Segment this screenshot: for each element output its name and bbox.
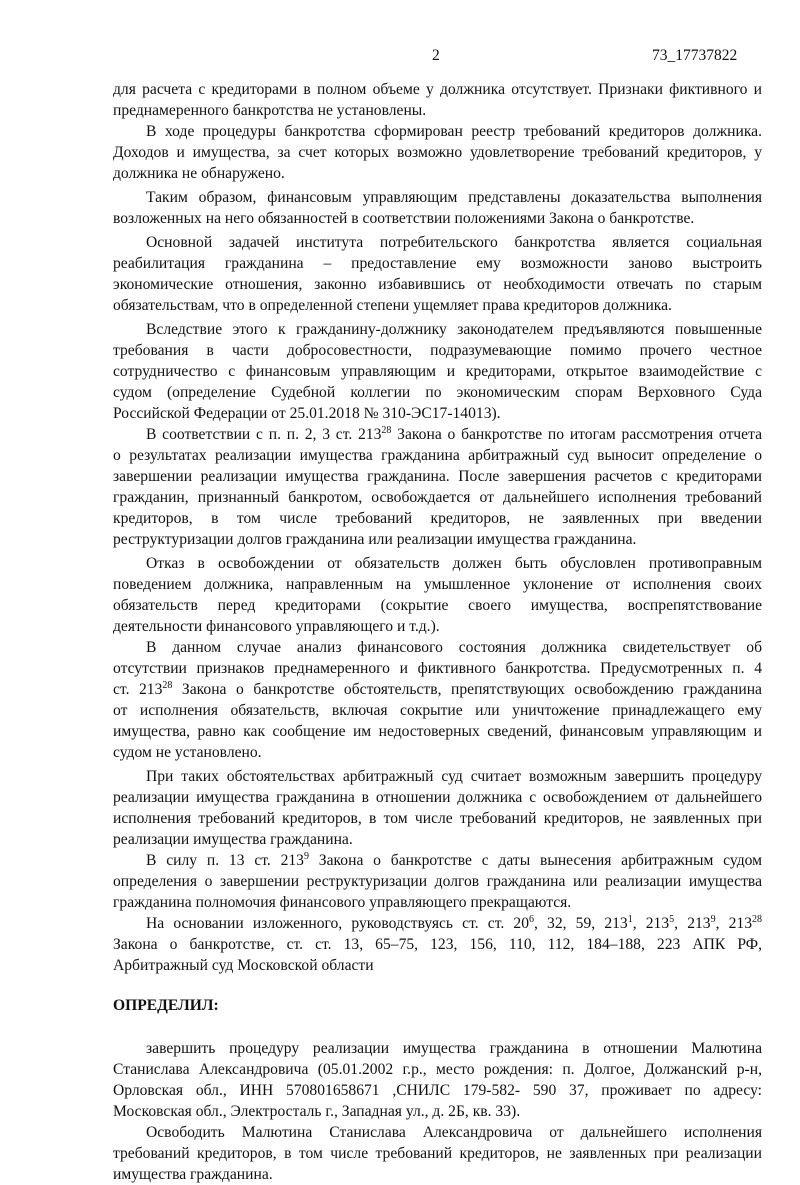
page-header xyxy=(0,45,800,67)
paragraph-1: для расчета с кредиторами в полном объеме у должника отсутствует. Признаки фиктивного и преднамеренного банкротства не установлены. xyxy=(113,81,762,119)
paragraph-2: В ходе процедуры банкротства сформирован реестр требований кредиторов должника. Доходов и имущества, за счет которых возможно удовлетворение требований кредиторов, у должника не обнаружено. xyxy=(113,123,762,182)
paragraph-10: В силу п. 13 ст. $213^9$ Закона о банкротстве с даты вынесения арбитражным судом определения о завершении реструктуризации долгов гражданина или реализации имущества гражданина полномочия финансового управляющего прекращаются. xyxy=(113,851,762,911)
ruling-heading: ОПРЕДЕЛИЛ: xyxy=(113,997,219,1014)
paragraph-13: Освободить Малютина Станислава Александровича от дальнейшего исполнения требований кредиторов, в том числе требований кредиторов, не заявленных при реализации имущества гражданина. xyxy=(113,1124,762,1183)
footnote-sup: 28 xyxy=(162,680,173,691)
paragraph-5: Вследствие этого к гражданину-должнику законодателем предъявляются повышенные требования в части добросовестности, подразумевающие помимо прочего честное сотрудничество с финансовым управляющим и кредиторами, открытое взаимодействие с судом (определение Судебной коллегии по экономическим спорам Верховного Суда Российской Федерации от 25.01.2018 № 310-ЭС17-14013). xyxy=(113,321,762,422)
paragraph-8-line-3: ст. $213^{28}$ Закона о банкротстве обстоятельств, препятствующих освобождению гражданина xyxy=(113,680,762,698)
paragraph-11-line-1: На основании изложенного, руководствуясь ст. ст. $20^6$, 32, 59, $213^1$, $213^5$, $213^9$, $213^{28}$ xyxy=(146,914,763,932)
paragraph-10-line-1: В силу п. 13 ст. $213^9$ Закона о банкротстве с даты вынесения арбитражным судом xyxy=(146,851,762,869)
paragraph-6: В соответствии с п. п. 2, 3 ст. $213^{28}$ Закона о банкротстве по итогам рассмотрения отчета о результатах реализации имущества гражданина арбитражный суд выносит определение о завершении реализации имущества гражданина. После завершения расчетов с кредиторами гражданин, признанный банкротом, освобождается от дальнейшего исполнения требований кредиторов, в том числе требований кредиторов, не заявленных при введении реструктуризации долгов гражданина или реализации имущества гражданина. xyxy=(113,425,763,548)
paragraph-9: При таких обстоятельствах арбитражный суд считает возможным завершить процедуру реализации имущества гражданина в отношении должника с освобождением от дальнейшего исполнения требований кредиторов, в том числе требований кредиторов, не заявленных при реализации имущества гражданина. xyxy=(113,768,762,848)
paragraph-7: Отказ в освобождении от обязательств должен быть обусловлен противоправным поведением должника, направленным на умышленное уклонение от исполнения своих обязательств перед кредиторами (сокрытие своего имущества, воспрепятствование деятельности финансового управляющего и т.д.). xyxy=(113,555,762,635)
footnote-sup: 9 xyxy=(303,851,309,862)
case-number: 73_17737822 xyxy=(652,47,738,64)
paragraph-12: завершить процедуру реализации имущества гражданина в отношении Малютина Станислава Александровича (05.01.2002 г.р., место рождения: п. Долгое, Должанский р-н, Орловская обл., ИНН 570801658671 ,СНИЛС 179-582- 590 37, проживает по адресу: Московская обл., Электросталь г., Западная ул., д. 2Б, кв. 33). xyxy=(113,1040,762,1120)
paragraph-8: В данном случае анализ финансового состояния должника свидетельствует об отсутствии признаков преднамеренного и фиктивного банкротства. Предусмотренных п. 4 ст. $213^{28}$ Закона о банкротстве обстоятельств, препятствующих освобождению гражданина от исполнения обязательств, включая сокрытие или уничтожение принадлежащего ему имущества, равно как сообщение им недостоверных сведений, финансовым управляющим и судом не установлено. xyxy=(113,639,762,761)
paragraph-6-line-1: В соответствии с п. п. 2, 3 ст. $213^{28}$ Закона о банкротстве по итогам рассмотрения отчета xyxy=(146,425,763,443)
footnote-sup: 28 xyxy=(381,425,392,436)
paragraph-4: Основной задачей института потребительского банкротства является социальная реабилитация гражданина – предоставление ему возможности заново выстроить экономические отношения, законно избавившись от необходимости отвечать по старым обязательствам, что в определенной степени ущемляет права кредиторов должника. xyxy=(113,234,762,314)
document-body xyxy=(113,79,762,1185)
paragraph-3: Таким образом, финансовым управляющим представлены доказательства выполнения возложенных на него обязанностей в соответствии положениями Закона о банкротстве. xyxy=(113,189,762,227)
paragraph-11: На основании изложенного, руководствуясь ст. ст. $20^6$, 32, 59, $213^1$, $213^5$, $213^9$, $213^{28}$ Закона о банкротстве, ст. ст. 13, 65–75, 123, 156, 110, 112, 184–188, 223 АПК РФ, Арбитражный суд Московской области xyxy=(113,914,763,974)
page-number: 2 xyxy=(432,47,440,64)
